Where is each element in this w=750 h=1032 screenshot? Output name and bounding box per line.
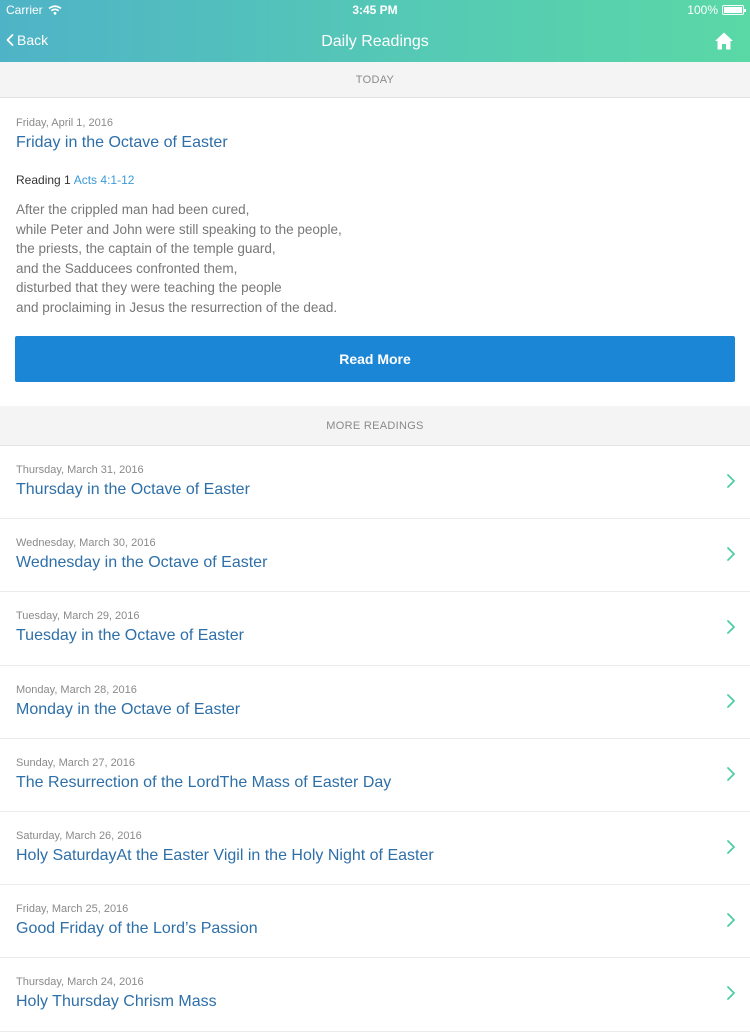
status-bar: [0, 0, 750, 20]
today-date: Friday, April 1, 2016: [16, 117, 114, 129]
list-item[interactable]: [0, 885, 750, 958]
chevron-right-icon: [726, 766, 736, 782]
list-item-date: Friday, March 25, 2016: [16, 903, 129, 916]
today-section-header: TODAY: [0, 62, 750, 98]
list-item-date: Sunday, March 27, 2016: [16, 756, 136, 769]
nav-bar: [0, 22, 750, 62]
list-item-date: Wednesday, March 30, 2016: [16, 537, 156, 550]
more-readings-section-header: MORE READINGS: [0, 406, 750, 446]
list-item-title: Tuesday in the Octave of Easter: [16, 627, 244, 645]
home-icon[interactable]: [714, 31, 734, 51]
list-item-title: Thursday in the Octave of Easter: [16, 481, 250, 498]
list-item-date: Monday, March 28, 2016: [16, 683, 137, 696]
list-item[interactable]: [0, 446, 750, 519]
list-item-title: Good Friday of the Lord’s Passion: [16, 920, 258, 938]
today-reading-card: [0, 98, 750, 406]
today-title: Friday in the Octave of Easter: [16, 134, 228, 151]
list-item-date: Tuesday, March 29, 2016: [16, 610, 140, 623]
excerpt-line: disturbed that they were teaching the people: [16, 280, 282, 296]
list-item-title: Monday in the Octave of Easter: [16, 700, 241, 718]
reading-excerpt: [16, 200, 342, 318]
status-battery: [687, 3, 744, 17]
list-item-title: Holy SaturdayAt the Easter Vigil in the Holy Night of Easter: [16, 846, 434, 864]
battery-percent: 100%: [687, 3, 718, 17]
readings-list: [0, 446, 750, 1032]
list-item[interactable]: [0, 592, 750, 665]
back-label: Back: [17, 32, 49, 48]
chevron-right-icon: [726, 619, 736, 635]
excerpt-line: while Peter and John were still speaking to the people,: [16, 221, 342, 237]
carrier-label: Carrier: [6, 3, 43, 17]
chevron-right-icon: [726, 839, 736, 855]
excerpt-line: and the Sadducees confronted them,: [16, 260, 238, 276]
chevron-right-icon: [726, 985, 736, 1001]
list-item-date: Saturday, March 26, 2016: [16, 829, 142, 842]
list-item[interactable]: [0, 958, 750, 1031]
list-item[interactable]: [0, 666, 750, 739]
list-item-title: Wednesday in the Octave of Easter: [16, 554, 268, 572]
list-item[interactable]: [0, 739, 750, 812]
status-time: 3:45 PM: [352, 3, 398, 17]
chevron-right-icon: [726, 912, 736, 928]
list-item-date: Thursday, March 24, 2016: [16, 976, 144, 989]
chevron-right-icon: [726, 473, 736, 489]
reading-label: Reading 1: [16, 173, 71, 187]
read-more-button[interactable]: Read More: [15, 336, 735, 382]
list-item-title: The Resurrection of the LordThe Mass of Easter Day: [16, 773, 392, 791]
list-item-date: Thursday, March 31, 2016: [16, 464, 144, 476]
list-item-title: Holy Thursday Chrism Mass: [16, 993, 217, 1011]
excerpt-line: and proclaiming in Jesus the resurrection of the dead.: [16, 299, 338, 315]
excerpt-line: After the crippled man had been cured,: [16, 202, 250, 217]
chevron-right-icon: [726, 693, 736, 709]
list-item[interactable]: [0, 812, 750, 885]
top-bar: [0, 0, 750, 62]
reading-reference-link[interactable]: Acts 4:1-12: [73, 173, 135, 187]
page-title: Daily Readings: [321, 33, 429, 50]
reading-line: [16, 173, 134, 187]
excerpt-line: the priests, the captain of the temple guard,: [16, 241, 276, 257]
list-item[interactable]: [0, 519, 750, 592]
chevron-right-icon: [726, 546, 736, 562]
battery-icon: [722, 5, 744, 15]
